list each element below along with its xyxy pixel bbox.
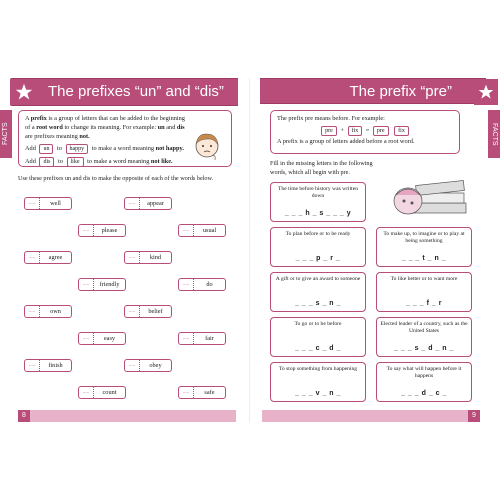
right-footer-bar [262, 410, 480, 422]
clue-box [376, 227, 472, 267]
answer-field[interactable]: _ _ _ h _ s _ _ _ y [284, 209, 352, 217]
word-box[interactable]: ..... finish [24, 359, 72, 372]
clue-box [376, 362, 472, 402]
prefix-blank[interactable]: ..... [79, 279, 94, 290]
clue-box [270, 317, 366, 357]
right-instruction: Fill in the missing letters in the following words, which all begin with pre. [270, 160, 373, 176]
prefix-blank[interactable]: ..... [79, 387, 94, 398]
stacked-books-illustration [390, 165, 470, 220]
prefix-blank[interactable]: ..... [79, 333, 94, 344]
prefix-blank[interactable]: ..... [125, 198, 140, 209]
clue-text: To like better or to want more [390, 276, 458, 282]
answer-field[interactable]: _ _ _ d _ c _ [401, 389, 447, 397]
word-box[interactable]: ..... obey [124, 359, 172, 372]
word-box[interactable]: ..... kind [124, 251, 172, 264]
facts-text: A prefix is a group of letters that can be added to the beginning of a root word to change its meaning. For example: un and dis are prefixes meaning not. [25, 115, 185, 140]
clue-text: A gift or to give an award to someone [275, 276, 361, 282]
page-number-left: 8 [18, 410, 30, 422]
word-box[interactable]: ..... fair [178, 332, 226, 345]
word-box[interactable]: ..... do [178, 278, 226, 291]
prefix-blank[interactable]: ..... [179, 279, 194, 290]
clue-text: To say what will happen before it happens [386, 366, 462, 380]
word-box[interactable]: ..... belief [124, 305, 172, 318]
word-box[interactable]: ..... count [78, 386, 126, 399]
prefix-blank[interactable]: ..... [25, 360, 40, 371]
clue-box [270, 362, 366, 402]
answer-field[interactable]: _ _ _ f _ r [406, 299, 442, 307]
left-title-banner [10, 78, 238, 106]
facts-tab-left: FACTS [0, 110, 12, 158]
prefix-blank[interactable]: ..... [79, 225, 94, 236]
prefix-blank[interactable]: ..... [179, 225, 194, 236]
star-icon [10, 79, 38, 105]
clue-box [270, 182, 366, 222]
facts-tab-right: FACTS [488, 110, 500, 158]
prefix-blank[interactable]: ..... [179, 387, 194, 398]
answer-field[interactable]: _ _ _ s _ d _ n _ [394, 344, 454, 352]
clue-text: To stop something from happening [278, 366, 358, 372]
prefix-blank[interactable]: ..... [125, 306, 140, 317]
word-box[interactable]: ..... friendly [78, 278, 126, 291]
pre-equation: pre + fix = pre fix [277, 126, 453, 136]
clue-text: To go or to be before [294, 321, 342, 327]
left-page-title: The prefixes “un” and “dis” [48, 83, 224, 100]
pre-definition: The prefix pre means before. For example: [277, 115, 385, 122]
word-box[interactable]: ..... appear [124, 197, 172, 210]
page-gutter [249, 78, 250, 423]
clue-box [376, 317, 472, 357]
clue-text: Elected leader of a country, such as the United States [380, 321, 468, 335]
word-box[interactable]: ..... please [78, 224, 126, 237]
word-box[interactable]: ..... agree [24, 251, 72, 264]
clue-box [270, 227, 366, 267]
word-box[interactable]: ..... easy [78, 332, 126, 345]
prefix-blank[interactable]: ..... [25, 198, 40, 209]
clue-text: The time before history was written down [278, 186, 358, 200]
prefix-blank[interactable]: ..... [125, 252, 140, 263]
example-un: Add un to happy to make a word meaning not happy. [25, 145, 184, 153]
prefix-blank[interactable]: ..... [25, 306, 40, 317]
clue-box [376, 272, 472, 312]
prefix-blank[interactable]: ..... [25, 252, 40, 263]
answer-field[interactable]: _ _ _ t _ n _ [401, 254, 447, 262]
right-page-title: The prefix “pre” [349, 83, 452, 100]
thinking-girl-illustration [190, 130, 224, 164]
example-dis: Add dis to like to make a word meaning not like. [25, 158, 173, 166]
clue-text: To make up, to imagine or to play at being something [383, 231, 465, 245]
right-title-banner [260, 78, 486, 104]
answer-field[interactable]: _ _ _ c _ d _ [295, 344, 341, 352]
prefix-definition: A prefix is a group of letters added before a root word. [277, 137, 415, 145]
answer-field[interactable]: _ _ _ s _ n _ [295, 299, 341, 307]
answer-field[interactable]: _ _ _ v _ n _ [295, 389, 341, 397]
page-number-right: 9 [468, 410, 480, 422]
word-box[interactable]: ..... well [24, 197, 72, 210]
word-box[interactable]: ..... safe [178, 386, 226, 399]
left-instruction: Use these prefixes un and dis to make the opposite of each of the words below. [18, 175, 214, 182]
answer-field[interactable]: _ _ _ p _ r _ [295, 254, 341, 262]
right-facts-box [270, 110, 460, 154]
prefix-blank[interactable]: ..... [179, 333, 194, 344]
star-icon [474, 79, 498, 105]
clue-box [270, 272, 366, 312]
word-box[interactable]: ..... usual [178, 224, 226, 237]
prefix-blank[interactable]: ..... [125, 360, 140, 371]
clue-text: To plan before or to be ready [285, 231, 351, 237]
word-box[interactable]: ..... own [24, 305, 72, 318]
left-footer-bar [18, 410, 236, 422]
